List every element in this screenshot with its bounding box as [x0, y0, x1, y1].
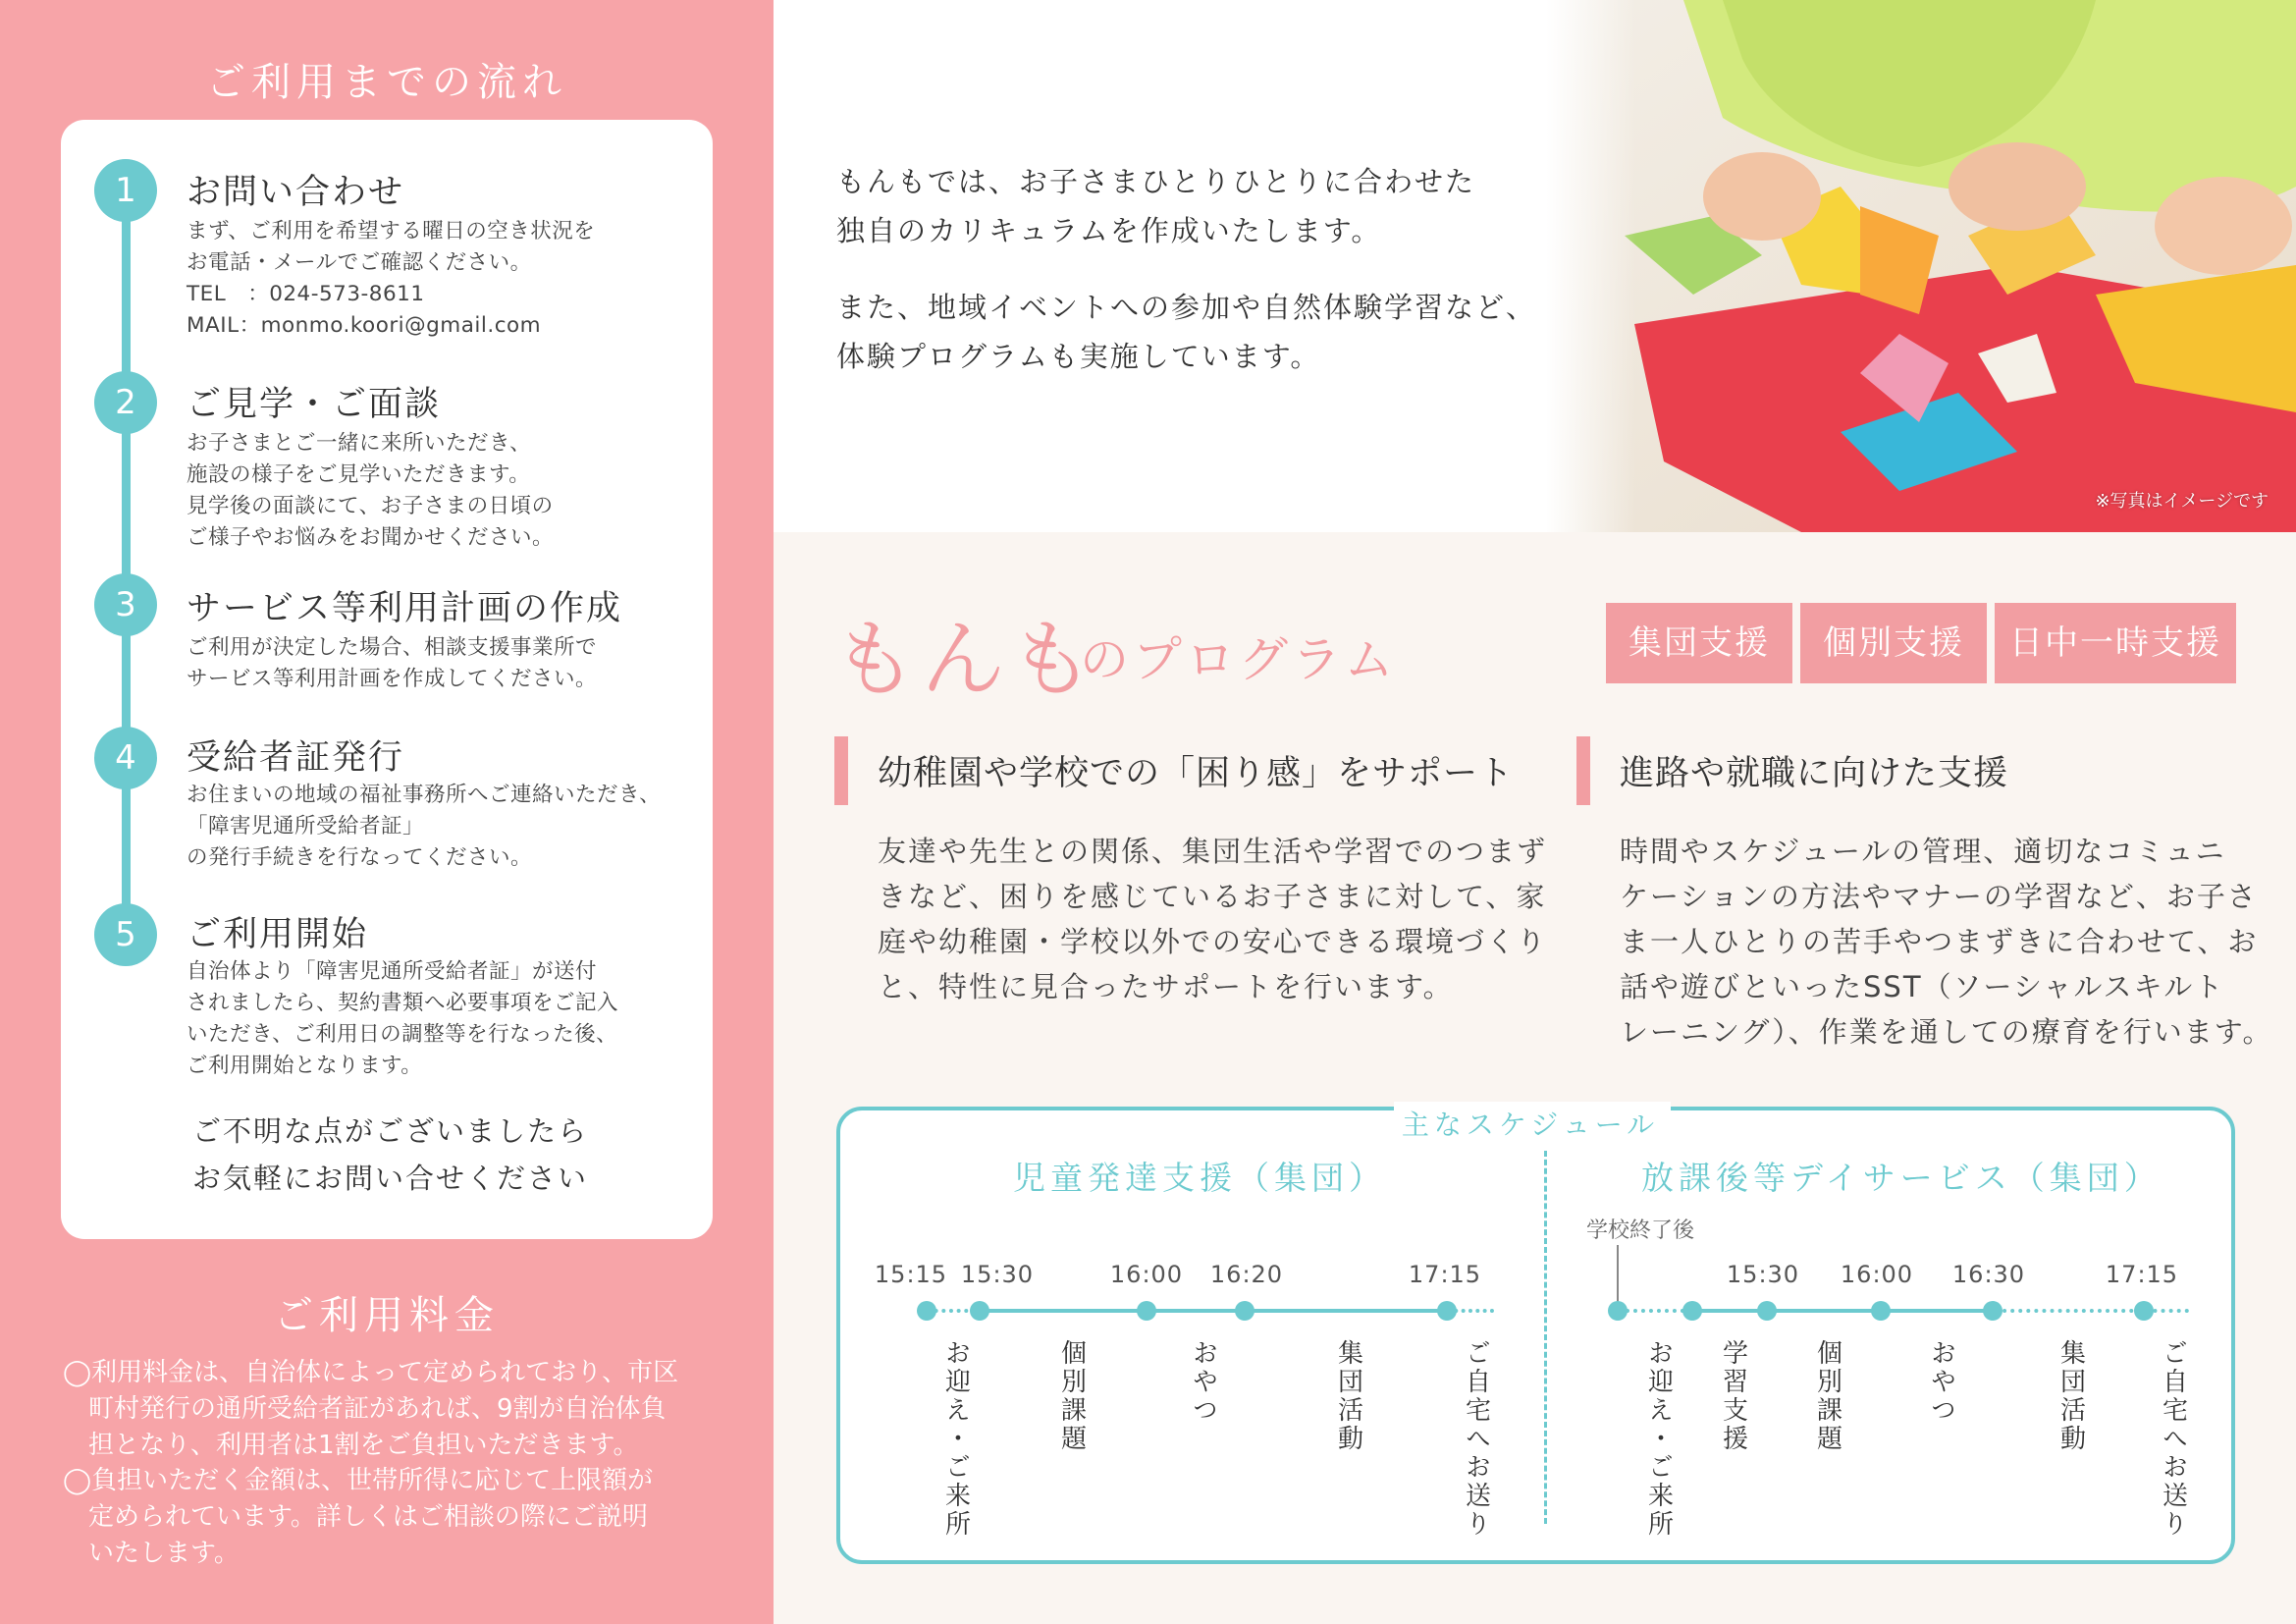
- fee-item-1: ◯利用料金は、自治体によって定められており、市区 町村発行の通所受給者証があれば、9割が自治体負 担となり、利用者は1割をご負担いただきます。: [63, 1358, 679, 1460]
- section-marker-1: [834, 736, 848, 805]
- schedule-left-heading: 児童発達支援（集団）: [1013, 1159, 1386, 1197]
- section-title-1: 幼稚園や学校での「困り感」をサポート: [878, 754, 1515, 793]
- left-time-1: 15:15: [874, 1261, 948, 1288]
- step-number-4: 4: [94, 727, 157, 789]
- right-timeline-dot-2: [1682, 1301, 1702, 1321]
- right-activity-4: おやつ: [1926, 1339, 1956, 1425]
- schedule-divider: [1544, 1151, 1547, 1524]
- section-body-2: 時間やスケジュールの管理、適切なコミュニ ケーションの方法やマナーの学習など、お子さ ま一人ひとりの苦手やつまずきに合わせて、お 話や遊びといったSST（ソーシャルスキルト レーニング）、作業を通しての療育を行います。: [1620, 835, 2273, 1049]
- step-body-1: まず、ご利用を希望する曜日の空き状況を お電話・メールでご確認ください。 TEL ：024-573-8611 MAIL：monmo.koori@gmail.com: [187, 219, 596, 338]
- right-timeline-start-dots: [1618, 1309, 1692, 1313]
- right-timeline-dot-1: [1608, 1301, 1628, 1321]
- flow-closing-text: ご不明な点がございましたら お気軽にお問い合せください: [192, 1114, 589, 1195]
- origami-illustration: [1546, 0, 2296, 532]
- right-time-4: 17:15: [2105, 1261, 2179, 1288]
- intro-paragraph-2: また、地域イベントへの参加や自然体験学習など、 体験プログラムも実施しています。: [836, 291, 1537, 373]
- right-timeline-tick: [1617, 1245, 1619, 1306]
- left-timeline-line: [976, 1309, 1447, 1313]
- program-title-main: もんも: [832, 611, 1097, 709]
- right-time-3: 16:30: [1951, 1261, 2026, 1288]
- left-activity-2: 個別課題: [1056, 1339, 1087, 1453]
- schedule-right-subtext: 学校終了後: [1586, 1218, 1695, 1243]
- step-number-5: 5: [94, 903, 157, 966]
- right-timeline-dot-6: [2134, 1301, 2154, 1321]
- step-title-3: サービス等利用計画の作成: [187, 589, 623, 628]
- right-time-2: 16:00: [1840, 1261, 1914, 1288]
- step-title-1: お問い合わせ: [187, 173, 405, 212]
- step-body-5: 自治体より「障害児通所受給者証」が送付 されましたら、契約書類へ必要事項をご記入 いただき、ご利用日の調整等を行なった後、 ご利用開始となります。: [187, 959, 619, 1078]
- program-title-sub: のプログラム: [1080, 631, 1398, 688]
- right-activity-3: 個別課題: [1812, 1339, 1842, 1453]
- left-panel: [0, 0, 774, 1624]
- step-body-4: お住まいの地域の福祉事務所へご連絡いただき、 「障害児通所受給者証」 の発行手続きを行なってください。: [187, 783, 662, 870]
- right-activity-6: ご自宅へお送り: [2158, 1339, 2188, 1539]
- left-activity-4: 集団活動: [1333, 1339, 1363, 1453]
- step-number-2: 2: [94, 371, 157, 434]
- flow-timeline-line: [122, 187, 131, 943]
- right-time-1: 15:30: [1726, 1261, 1800, 1288]
- intro-paragraph-1: もんもでは、お子さまひとりひとりに合わせた 独自のカリキュラムを作成いたします。: [836, 165, 1476, 247]
- tag-daytime-support: 日中一時支援: [1995, 603, 2236, 683]
- photo-caption: ※写真はイメージです: [2095, 491, 2269, 512]
- section-title-2: 進路や就職に向けた支援: [1620, 754, 2009, 793]
- left-timeline-dot-1: [917, 1301, 936, 1321]
- right-activity-5: 集団活動: [2056, 1339, 2086, 1453]
- right-activity-1: お迎え・ご来所: [1643, 1339, 1674, 1539]
- left-time-3: 16:00: [1109, 1261, 1184, 1288]
- left-timeline-dot-3: [1137, 1301, 1156, 1321]
- step-title-2: ご見学・ご面談: [187, 385, 442, 424]
- step-title-5: ご利用開始: [187, 915, 369, 954]
- left-activity-1: お迎え・ご来所: [940, 1339, 971, 1539]
- left-activity-3: おやつ: [1188, 1339, 1218, 1425]
- left-time-5: 17:15: [1408, 1261, 1482, 1288]
- schedule-right-heading: 放課後等デイサービス（集団）: [1641, 1159, 2162, 1197]
- schedule-title: 主なスケジュール: [1401, 1109, 1660, 1141]
- section-marker-2: [1576, 736, 1590, 805]
- step-body-2: お子さまとご一緒に来所いただき、 施設の様子をご見学いただきます。 見学後の面談にて、お子さまの日頃の ご様子やお悩みをお聞かせください。: [187, 431, 555, 550]
- step-body-3: ご利用が決定した場合、相談支援事業所で サービス等利用計画を作成してください。: [187, 635, 598, 691]
- right-timeline-mid-dots: [1995, 1309, 2189, 1313]
- right-timeline-dot-5: [1983, 1301, 2002, 1321]
- right-activity-2: 学習支援: [1718, 1339, 1748, 1453]
- origami-photo: [1546, 0, 2296, 532]
- left-time-2: 15:30: [960, 1261, 1035, 1288]
- fee-title: ご利用料金: [274, 1293, 500, 1338]
- left-timeline-dot-2: [970, 1301, 989, 1321]
- step-number-1: 1: [94, 159, 157, 222]
- left-activity-5: ご自宅へお送り: [1461, 1339, 1491, 1539]
- step-title-4: 受給者証発行: [187, 738, 405, 778]
- left-time-4: 16:20: [1209, 1261, 1284, 1288]
- right-timeline-dot-4: [1871, 1301, 1891, 1321]
- tag-group-support: 集団支援: [1606, 603, 1792, 683]
- fee-item-2: ◯負担いただく金額は、世帯所得に応じて上限額が 定められています。詳しくはご相談の際にご説明 いたします。: [63, 1466, 654, 1568]
- section-body-1: 友達や先生との関係、集団生活や学習でのつまず きなど、困りを感じているお子さまに対して、家 庭や幼稚園・学校以外での安心できる環境づくり と、特性に見合ったサポートを行います。: [878, 835, 1548, 1003]
- right-timeline-dot-3: [1757, 1301, 1777, 1321]
- right-timeline-line: [1692, 1309, 1995, 1313]
- left-timeline-dot-4: [1235, 1301, 1255, 1321]
- step-number-3: 3: [94, 573, 157, 636]
- flow-title: ご利用までの流れ: [206, 60, 567, 105]
- tag-individual-support: 個別支援: [1800, 603, 1987, 683]
- left-timeline-dot-5: [1437, 1301, 1457, 1321]
